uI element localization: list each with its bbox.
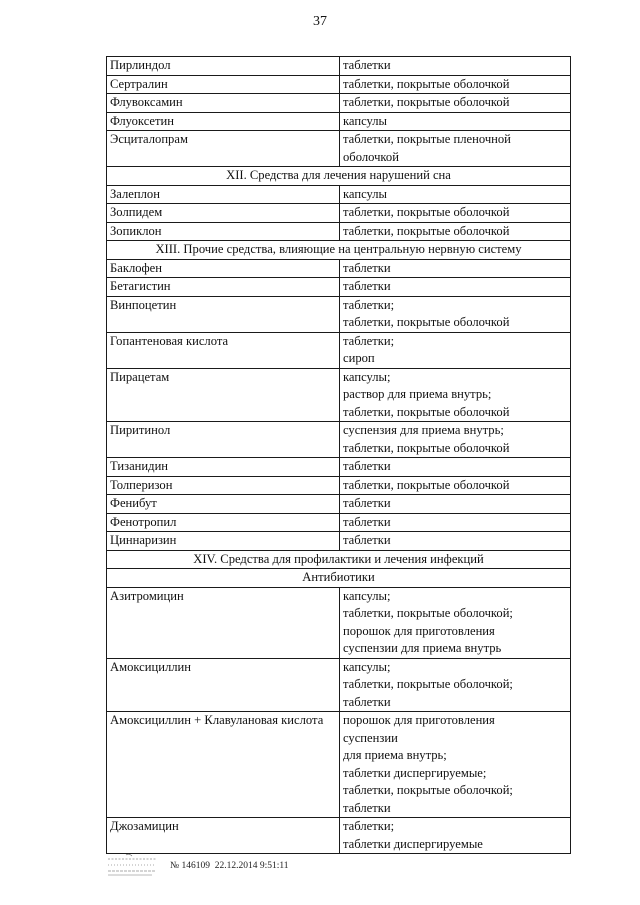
drug-name: Золпидем <box>107 204 340 223</box>
table-row <box>107 712 571 818</box>
table-row <box>107 57 571 76</box>
section-title: XIII. Прочие средства, влияющие на центральную нервную систему <box>107 241 571 260</box>
dosage-form-line: таблетки; <box>343 333 395 348</box>
table-row <box>107 185 571 204</box>
table-row <box>107 587 571 658</box>
section-title: XII. Средства для лечения нарушений сна <box>107 167 571 186</box>
dosage-forms <box>340 587 571 658</box>
dosage-form-line: таблетки; <box>343 297 395 312</box>
dosage-form-line: таблетки <box>343 459 391 473</box>
table-row <box>107 332 571 368</box>
drug-name: Фенотропил <box>107 513 340 532</box>
table-row <box>107 368 571 422</box>
dosage-forms <box>340 185 571 204</box>
dosage-forms <box>340 204 571 223</box>
drug-name: Флуоксетин <box>107 112 340 131</box>
dosage-forms <box>340 57 571 76</box>
drug-name: Толперизон <box>107 476 340 495</box>
dosage-form-line: таблетки, покрытые пленочной <box>343 132 511 146</box>
section-header-row <box>107 167 571 186</box>
table-row <box>107 112 571 131</box>
dosage-form-line: порошок для приготовления <box>343 713 495 727</box>
dosage-form-line: таблетки <box>343 58 391 72</box>
table-row <box>107 818 571 854</box>
page-number: 37 <box>313 14 327 29</box>
dosage-form-line: таблетки, покрытые оболочкой <box>343 440 510 455</box>
dosage-forms <box>340 422 571 458</box>
dosage-forms <box>340 532 571 551</box>
dosage-form-line: капсулы; <box>343 369 391 384</box>
dosage-form-line: суспензии для приема внутрь <box>343 641 502 655</box>
dosage-form-line: сироп <box>343 351 375 365</box>
dosage-form-line: таблетки, покрытые оболочкой; <box>343 677 513 691</box>
dosage-form-line: таблетки; <box>343 819 395 833</box>
dosage-forms <box>340 495 571 514</box>
table-row <box>107 476 571 495</box>
dosage-forms <box>340 818 571 854</box>
dosage-form-line: суспензия для приема внутрь; <box>343 423 504 437</box>
drug-name: Залеплон <box>107 185 340 204</box>
table-row <box>107 75 571 94</box>
drug-name: Винпоцетин <box>107 296 340 332</box>
drug-name: Баклофен <box>107 259 340 278</box>
section-header-row <box>107 550 571 569</box>
dosage-form-line: таблетки <box>343 533 391 547</box>
table-row <box>107 131 571 167</box>
table-row <box>107 94 571 113</box>
drug-name: Джозамицин <box>107 818 340 854</box>
drug-name: Амоксициллин + Клавулановая кислота <box>107 712 340 818</box>
section-header-row <box>107 241 571 260</box>
dosage-forms <box>340 513 571 532</box>
table-row <box>107 222 571 241</box>
footer-mark: № <box>170 861 180 871</box>
dosage-forms <box>340 712 571 818</box>
dosage-form-line: таблетки <box>343 279 391 293</box>
dosage-forms <box>340 94 571 113</box>
dosage-forms <box>340 458 571 477</box>
table-row <box>107 495 571 514</box>
footer-doc-ref: 146109 <box>181 861 210 871</box>
table-row <box>107 204 571 223</box>
drug-name: Зопиклон <box>107 222 340 241</box>
table-row <box>107 532 571 551</box>
drug-name: Сертралин <box>107 75 340 94</box>
dosage-form-line: капсулы <box>343 186 388 201</box>
subsection-title: Антибиотики <box>107 569 571 588</box>
drug-name: Азитромицин <box>107 587 340 658</box>
dosage-forms <box>340 296 571 332</box>
dosage-forms <box>340 278 571 297</box>
dosage-form-line: капсулы; <box>343 588 391 603</box>
dosage-form-line: таблетки, покрытые оболочкой; <box>343 606 513 620</box>
dosage-form-line: таблетки <box>343 496 391 510</box>
dosage-forms <box>340 259 571 278</box>
dosage-form-line: капсулы; <box>343 659 391 674</box>
dosage-forms <box>340 222 571 241</box>
drug-name: Тизанидин <box>107 458 340 477</box>
dosage-form-line: порошок для приготовления <box>343 623 495 638</box>
dosage-form-line: таблетки, покрытые оболочкой <box>343 205 510 219</box>
drug-name: Гопантеновая кислота <box>107 332 340 368</box>
drug-name: Флувоксамин <box>107 94 340 113</box>
dosage-forms <box>340 476 571 495</box>
registration-stamp-icon <box>106 853 158 879</box>
table-row <box>107 278 571 297</box>
drug-name: Циннаризин <box>107 532 340 551</box>
dosage-form-line: таблетки, покрытые оболочкой <box>343 223 510 238</box>
dosage-form-line: таблетки, покрытые оболочкой <box>343 95 510 109</box>
dosage-forms <box>340 332 571 368</box>
drug-name: Пирлиндол <box>107 57 340 76</box>
dosage-form-line: таблетки <box>343 514 391 529</box>
dosage-form-line: таблетки диспергируемые; <box>343 765 487 780</box>
dosage-forms <box>340 131 571 167</box>
dosage-form-line: оболочкой <box>343 149 399 164</box>
section-title: XIV. Средства для профилактики и лечения инфекций <box>107 550 571 569</box>
dosage-forms <box>340 112 571 131</box>
drug-name: Пиритинол <box>107 422 340 458</box>
dosage-form-line: таблетки, покрытые оболочкой; <box>343 783 513 797</box>
table-row <box>107 658 571 712</box>
dosage-form-line: суспензии <box>343 730 398 745</box>
dosage-form-line: для приема внутрь; <box>343 748 447 762</box>
dosage-forms <box>340 368 571 422</box>
drug-name: Эсциталопрам <box>107 131 340 167</box>
footer-datetime: 22.12.2014 9:51:11 <box>214 861 289 871</box>
dosage-forms <box>340 658 571 712</box>
drug-name: Фенибут <box>107 495 340 514</box>
dosage-form-line: таблетки диспергируемые <box>343 836 483 851</box>
drug-name: Амоксициллин <box>107 658 340 712</box>
table-row <box>107 296 571 332</box>
dosage-form-line: таблетки, покрытые оболочкой <box>343 315 510 329</box>
dosage-form-line: таблетки <box>343 260 391 275</box>
table-row <box>107 458 571 477</box>
drug-name: Пирацетам <box>107 368 340 422</box>
dosage-form-line: раствор для приема внутрь; <box>343 387 492 401</box>
document-footer <box>106 852 289 880</box>
medication-table <box>106 56 571 854</box>
dosage-form-line: таблетки, покрытые оболочкой <box>343 404 510 419</box>
subsection-header-row <box>107 569 571 588</box>
dosage-form-line: таблетки <box>343 694 391 709</box>
dosage-form-line: капсулы <box>343 113 388 128</box>
dosage-form-line: таблетки, покрытые оболочкой <box>343 76 510 91</box>
table-row <box>107 513 571 532</box>
table-row <box>107 259 571 278</box>
drug-name: Бетагистин <box>107 278 340 297</box>
dosage-forms <box>340 75 571 94</box>
dosage-form-line: таблетки <box>343 800 391 815</box>
dosage-form-line: таблетки, покрытые оболочкой <box>343 477 510 492</box>
table-row <box>107 422 571 458</box>
medication-table-body <box>107 57 571 854</box>
